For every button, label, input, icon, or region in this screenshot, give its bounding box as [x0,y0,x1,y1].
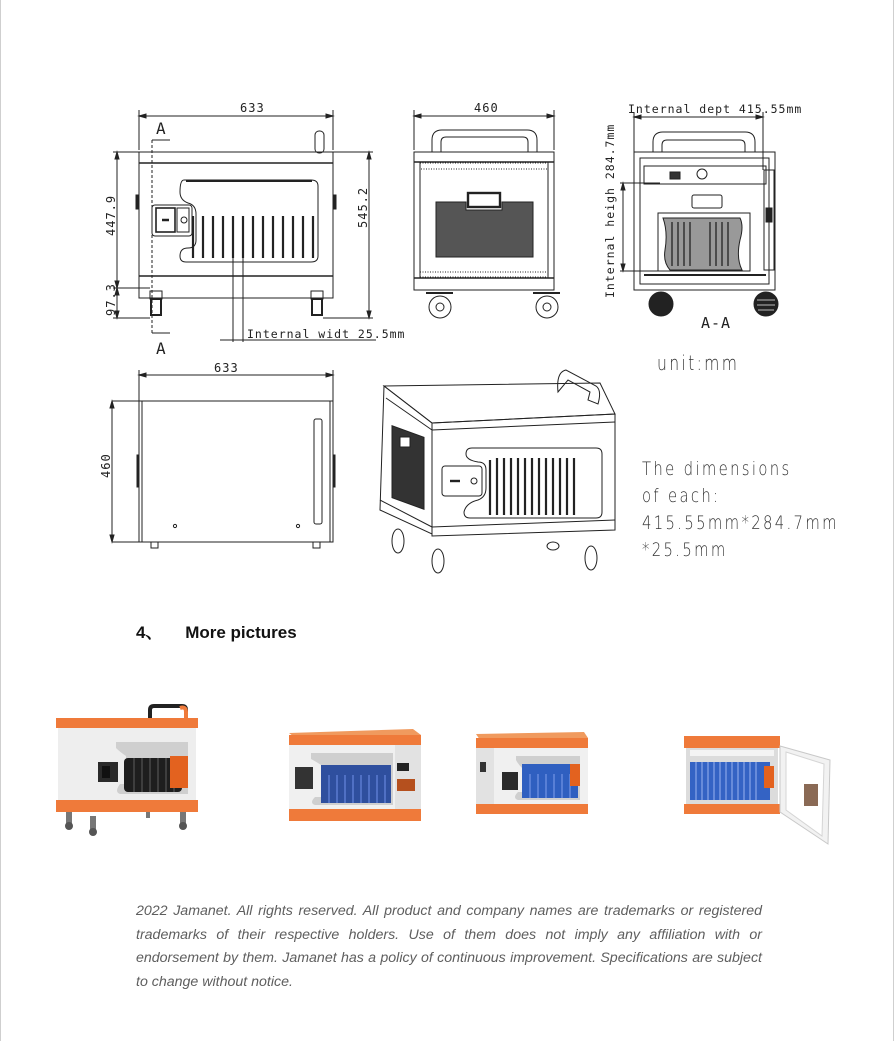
dimensions-note-line-1: The dimensions [642,458,792,480]
front-view-drawing [113,110,376,342]
internal-depth-label: Internal dept 415.55mm [628,102,803,116]
copyright-footer: 2022 Jamanet. All rights reserved. All product and company names are trademarks or registered trademarks of their respective holders. Use of them does not imply any affiliation with or endorsement by them. Jamanet has a policy of continuous improvement. Specifications are subject to change without notice. [136,903,762,990]
section-title: A-A [701,314,732,332]
top-view-drawing [110,370,335,548]
section-view-drawing [620,112,778,316]
body-height-dim: 447.9 [104,194,118,236]
front-width-dim: 633 [240,101,265,115]
internal-height-label: Internal heigh 284.7mm [603,123,617,298]
dimensions-note-line-3: 415.55mm*284.7mm [642,512,839,534]
photo-cabinet-door-open [680,732,840,847]
dimensions-note [642,456,839,564]
dimensions-note-line-2: of each: [642,485,721,507]
caster-height-dim: 97.3 [104,283,118,316]
unit-label: unit:mm [657,351,740,375]
isometric-view-drawing [380,370,615,573]
photo-cabinet-compact [472,728,590,820]
photo-cart-with-handle [54,700,204,840]
side-view-drawing [414,110,560,318]
section-title: More pictures [185,623,297,642]
section-marker-top: A [156,119,167,138]
dimensions-note-line-4: *25.5mm [642,539,728,561]
side-width-dim: 460 [474,101,499,115]
internal-width-label: Internal widt 25.5mm [247,327,406,341]
top-depth-dim: 460 [99,453,113,478]
section-heading [136,618,297,643]
section-marker-bottom: A [156,339,167,358]
top-width-dim: 633 [214,361,239,375]
photo-cabinet-blue-slots [285,725,425,830]
product-photos [40,670,870,870]
total-height-dim: 545.2 [356,186,370,228]
section-number: 4、 [136,623,163,642]
